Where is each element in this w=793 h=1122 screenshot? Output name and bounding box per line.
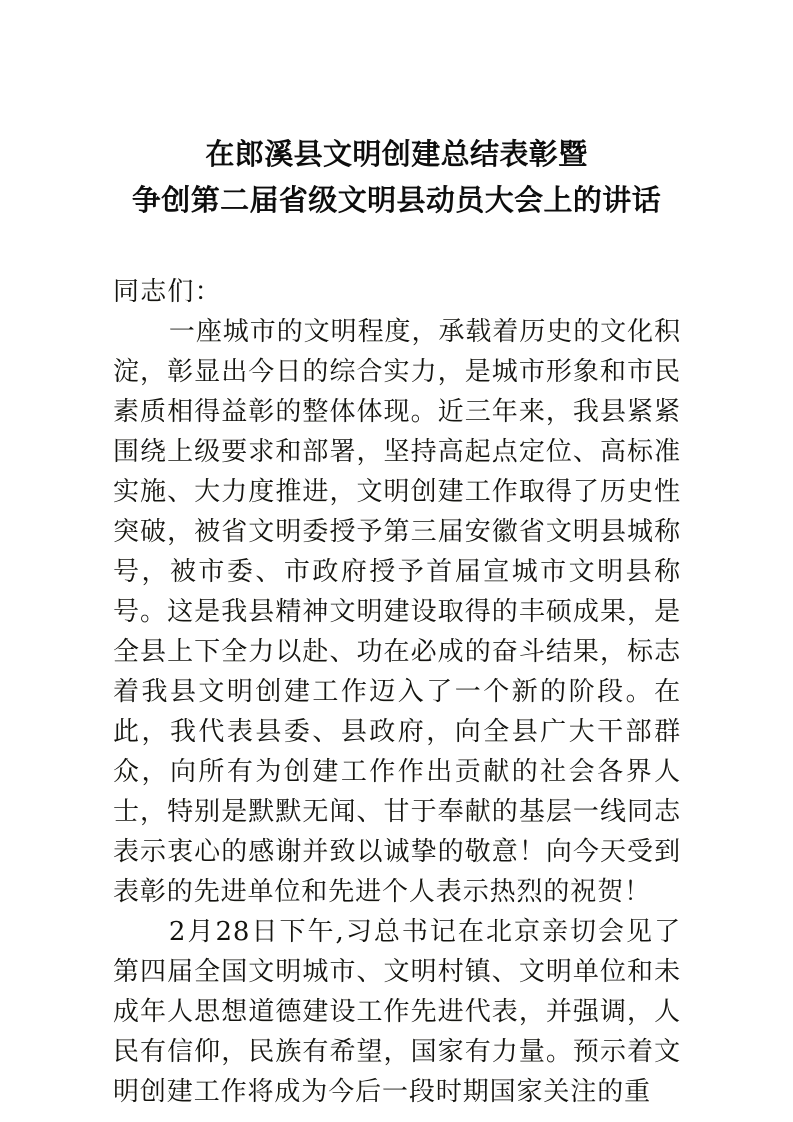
body-paragraph-1: 一座城市的文明程度，承载着历史的文化积淀，彰显出今日的综合实力，是城市形象和市民素质相得益彰的整体体现。近三年来，我县紧紧围绕上级要求和部署，坚持高起点定位、高标准实施、大力度推进，文明创建工作取得了历史性突破，被省文明委授予第三届安徽省文明县城称号，被市委、市政府授予首届宣城市文明县称号。这是我县精神文明建设取得的丰硕成果，是全县上下全力以赴、功在必成的奋斗结果，标志着我县文明创建工作迈入了一个新的阶段。在此，我代表县委、县政府，向全县广大干部群众，向所有为创建工作作出贡献的社会各界人士，特别是默默无闻、甘于奉献的基层一线同志表示衷心的感谢并致以诚挚的敬意！向今天受到表彰的先进单位和先进个人表示热烈的祝贺！	[113, 317, 681, 907]
salutation: 同志们：	[113, 277, 222, 307]
document-title-line-1: 在郎溪县文明创建总结表彰暨	[205, 139, 588, 171]
body-paragraph-2: 2月28日下午,习总书记在北京亲切会见了第四届全国文明城市、文明村镇、文明单位和未成年人思想道德建设工作先进代表，并强调，人民有信仰，民族有希望，国家有力量。预示着文明创建工作将成为今后一段时期国家关注的重	[113, 917, 681, 1107]
document-title	[0, 132, 793, 224]
document-title-line-2: 争创第二届省级文明县动员大会上的讲话	[131, 185, 662, 217]
document-body	[113, 272, 681, 1112]
